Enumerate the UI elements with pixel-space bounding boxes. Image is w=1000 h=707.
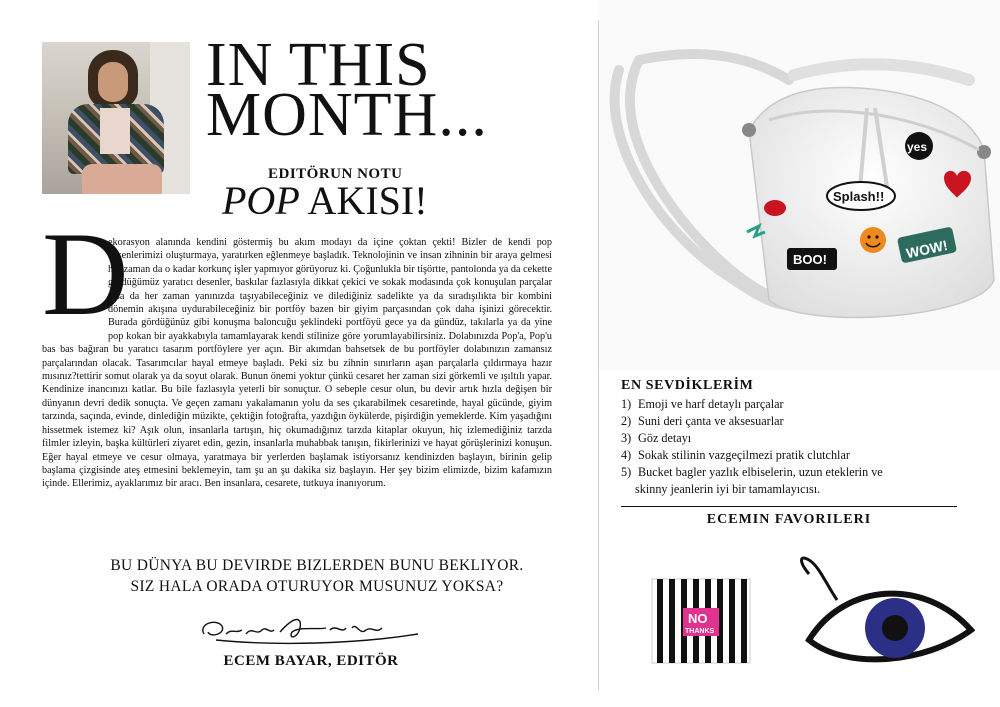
article-body-text: ekorasyon alanında kendini göstermiş bu akım modayı da içine çoktan çekti! Bizler de kendi pop desenlerimizi oluşturmaya, yaratırken eğlenmeye başladık. Teknolojinin ve insan zihninin bir araya gelmesi her zaman da o kadar korkunç işler yapmıyor görüyoruz ki. Çoğunlukla bir tişörtte, pantolonda ya da cekette gördüğümüz yaratıcı desenler, baskılar fazlasıyla dikkat çekici ve sokak modasında çok konuşulan parçalar olsa da her zaman yanınızda taşıyabileceğiniz ve dilediğiniz sadelikte ya da sıradışılıkta bir kombini dönemin akışına uydurabileceğiniz bir portföy bazen bir giyim parçasından çok daha işinizi görecektir. Burada gördüğünüz gibi konuşma baloncuğu şeklindeki portföyü gece ya da gündüz, takılarla ya da yine pop kokan bir ayakkabıyla tamamlayarak kendi stilinize göre yorumlayabilirsiniz. Dolabınızda Pop'a, Pop'u bas bas bağıran bu yaratıcı tasarım portföylere yer açın. Bir akımdan bahsetsek de bu portföyler dolabınızın zamansız parçalarından olacak. Tasarımcılar hayal etmeye başladı. Peki siz bu zihnin sınırların aşan parçalarla çıldırmaya hazır mısınız?tettirir somut olarak ya da soyut olarak. Bunun önemi yoktur çünkü cesaret her zaman sizi görkemli ve ışıltılı yapar. Kendinize inancınızı katlar. Bu bile fazlasıyla yeterli bir sonuçtur. O sebeple cesur olun, bu devir artık hızla değişen bir dünyanın devri dedik sonuçta. Ve geçen zamanı yakalamanın yolu da ses çıkarabilmek cesaretinde, hayal gücünde, giyim tarzında, saçında, evinde, dinlediğin müzikte, çektiğin fotoğrafta, yazdığın öykülerde, pişirdiğin yemeklerde. Kim yaşadığını hissetmek istemez ki? Aşık olun, insanlarla tartışın, hiç okumadığınız tarzda kitaplar okuyun, hiç izlemediğiniz tarzda filmler izleyin, başka kültürleri ziyaret edin, gezin, insanlarla muhabbak tanışın, fikirlerinizi ve hayat görüşlerinizi konuşun. Eğer hayal etmeye ve cesur olmaya, yaratmaya bir yerlerden başlamak istiyorsanız kendinizden başlayın, birinin gelip başlama çizgisinde ateş etmesini beklemeyin, tam şu an şu dakika siz başlayın. Her şey bizim elimizde, bizim kafamızın içinde. Ellerimiz, ayaklarımız bir aracı. Ben insanlara, cesarete, tutkuya inanıyorum. xyxy=(42,237,552,490)
svg-text:WOW!: WOW! xyxy=(904,236,950,262)
striped-clutch-image xyxy=(651,578,751,664)
headline-rest: AKISI! xyxy=(299,178,428,223)
article-headline xyxy=(222,178,428,224)
drop-cap: D xyxy=(42,207,129,340)
headline-pop: POP xyxy=(222,178,300,223)
svg-text:yes: yes xyxy=(907,140,928,154)
svg-text:THANKS: THANKS xyxy=(685,628,715,635)
title-line-1: IN THIS xyxy=(206,31,431,99)
editor-photo xyxy=(42,42,190,194)
pull-quote xyxy=(42,555,592,597)
smiley-patch xyxy=(860,227,886,253)
svg-text:Splash!!: Splash!! xyxy=(833,189,885,204)
list-item: 3) Göz detayı xyxy=(621,431,692,445)
list-item: 2) Suni deri çanta ve aksesuarlar xyxy=(621,414,784,428)
list-item: 1) Emoji ve harf detaylı parçalar xyxy=(621,397,784,411)
bucket-bag-image xyxy=(599,0,1000,370)
favorites-page xyxy=(599,0,1000,707)
signature-image xyxy=(196,604,426,650)
quote-line-2: SIZ HALA ORADA OTURUYOR MUSUNUZ YOKSA? xyxy=(130,578,504,595)
signature-name: ECEM BAYAR, EDITÖR xyxy=(223,653,399,669)
section-subtitle: EDITÖRUN NOTU xyxy=(268,166,403,182)
title-line-2: MONTH... xyxy=(206,81,488,149)
lips-patch xyxy=(764,200,786,216)
favorites-section-title: ECEMIN FAVORILERI xyxy=(706,512,872,527)
list-item: 4) Sokak stilinin vazgeçilmezi pratik clutchlar xyxy=(621,448,850,462)
page-title xyxy=(206,31,488,149)
favorites-heading: EN SEVDİKLERİM xyxy=(621,378,754,393)
quote-line-1: BU DÜNYA BU DEVIRDE BIZLERDEN BUNU BEKLIYOR. xyxy=(110,557,524,574)
svg-text:NO: NO xyxy=(688,611,708,626)
section-rule xyxy=(621,506,957,507)
favorites-list xyxy=(621,396,961,498)
svg-text:BOO!: BOO! xyxy=(793,252,827,267)
list-item: 5) Bucket bagler yazlık elbiselerin, uzun eteklerin ve skinny jeanlerin iyi bir tamamlayıcısı. xyxy=(621,465,883,496)
eye-clutch-image xyxy=(795,552,975,672)
article-body xyxy=(42,236,552,491)
